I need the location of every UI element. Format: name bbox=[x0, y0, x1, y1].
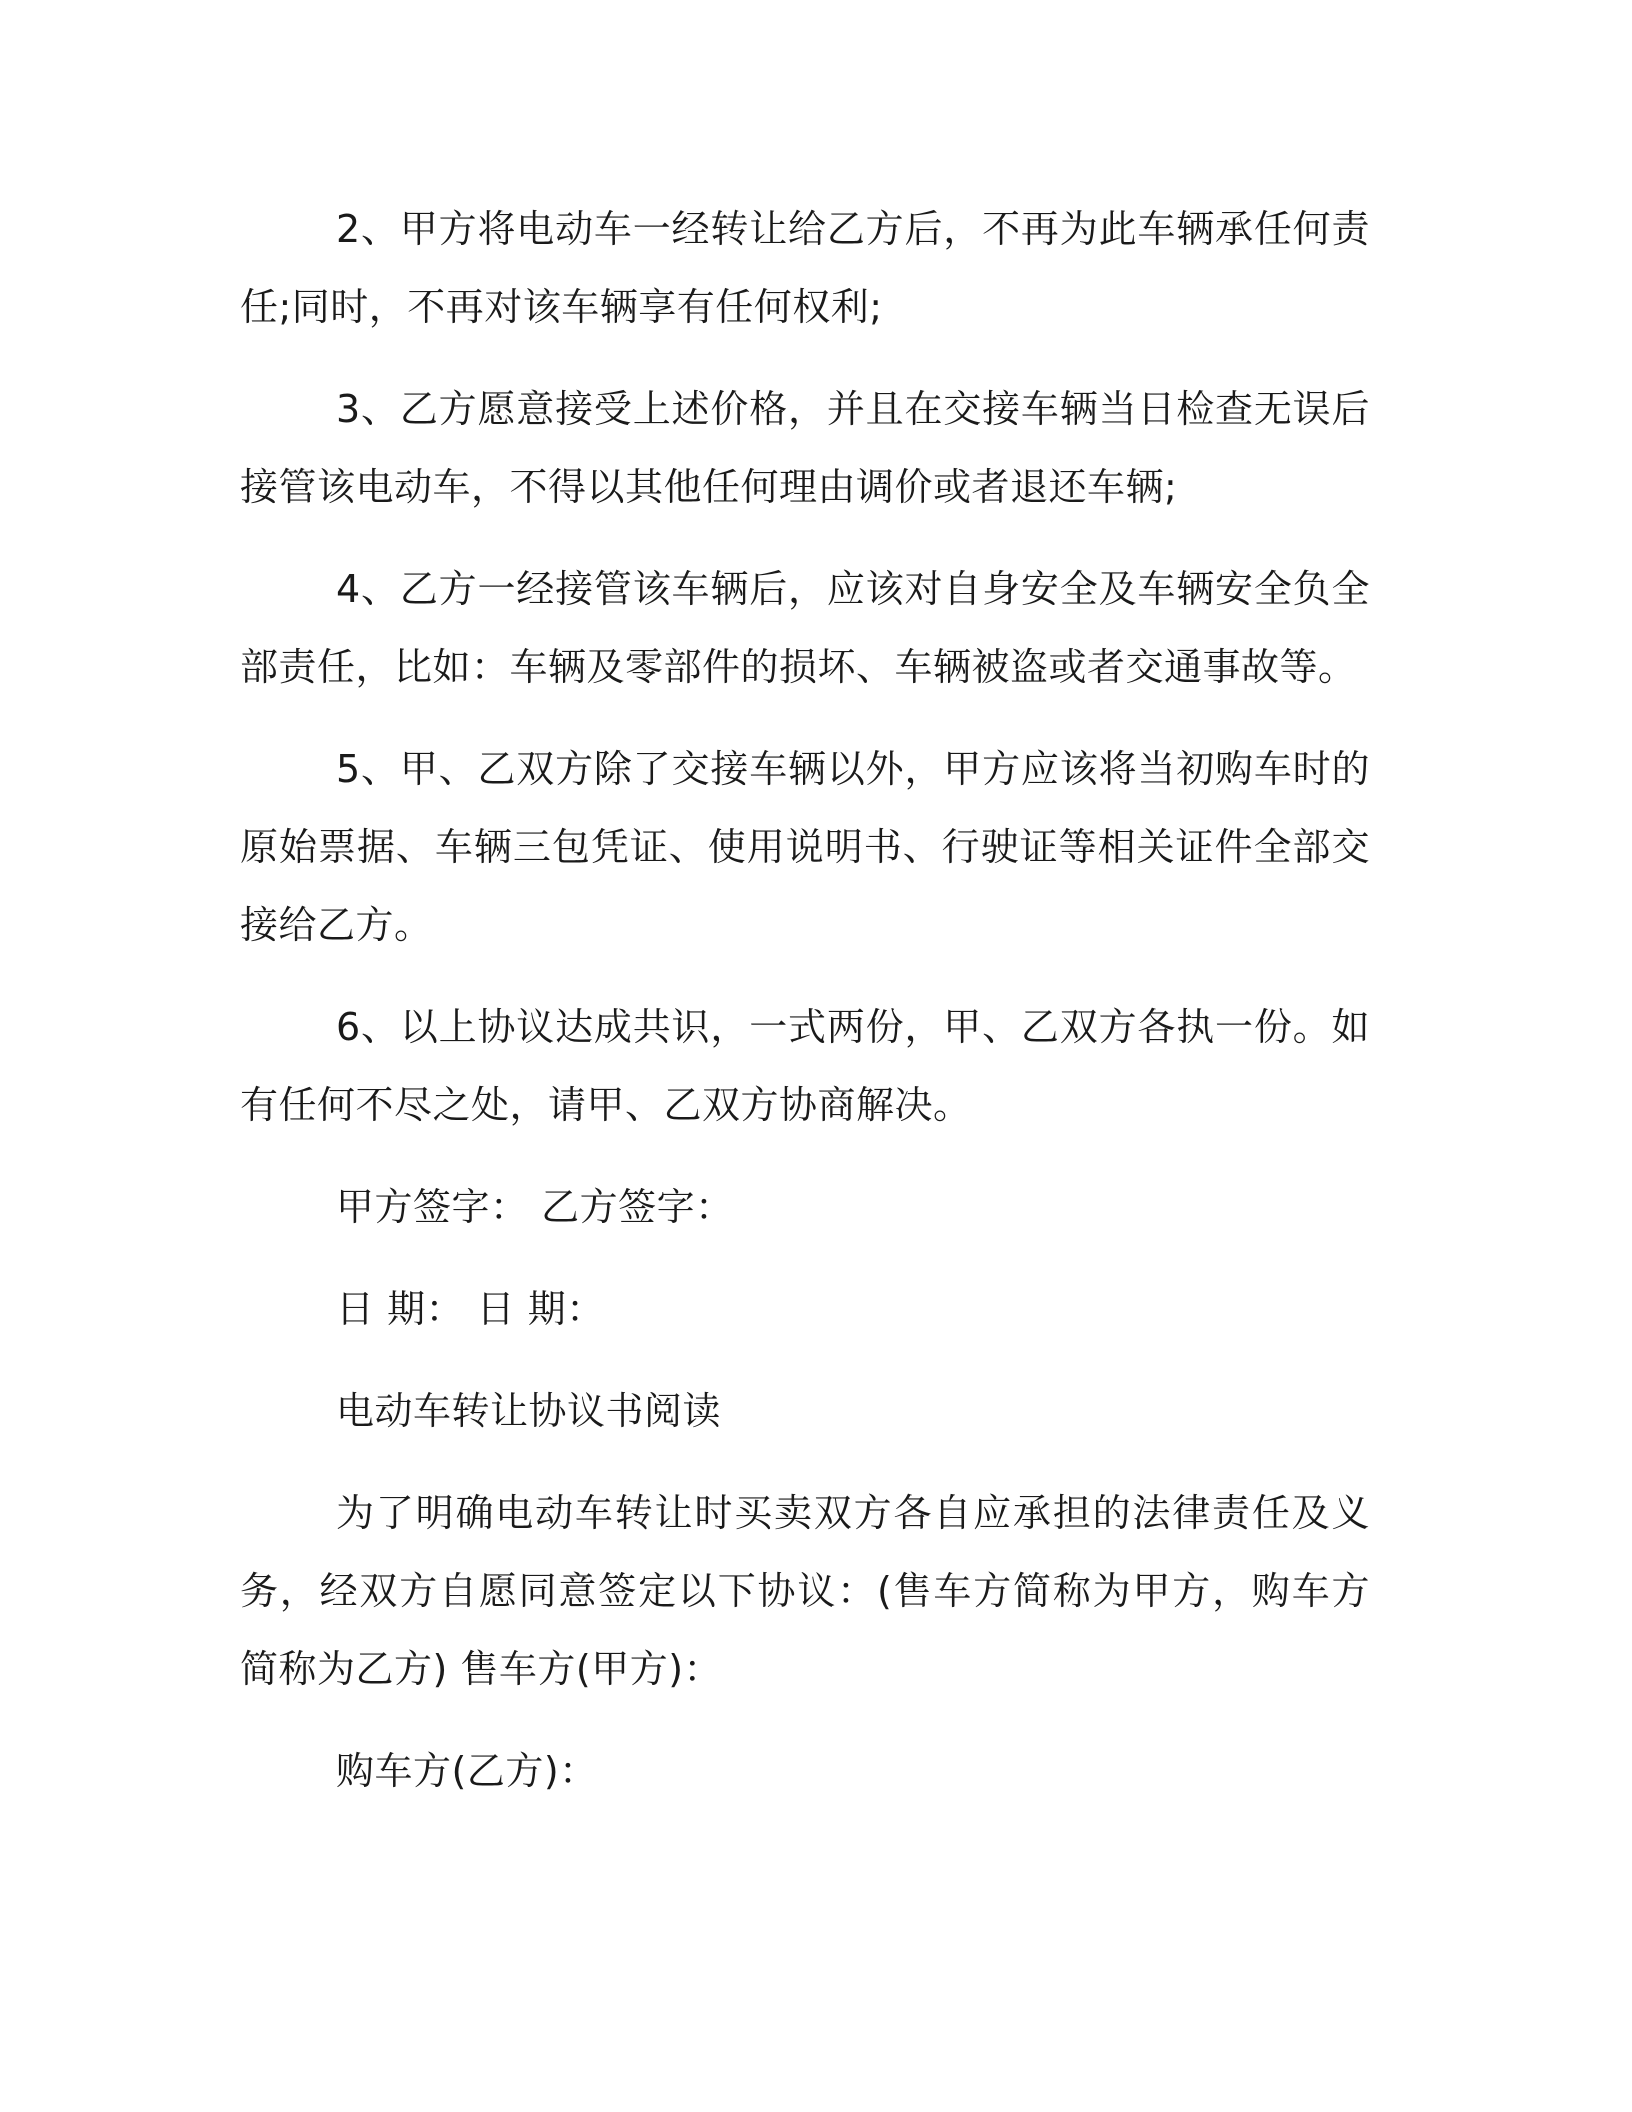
clause-5: 5、甲、乙双方除了交接车辆以外，甲方应该将当初购车时的原始票据、车辆三包凭证、使用说明书、行驶证等相关证件全部交接给乙方。 bbox=[240, 747, 1370, 947]
clause-6: 6、以上协议达成共识，一式两份，甲、乙双方各执一份。如有任何不尽之处，请甲、乙双方协商解决。 bbox=[240, 1005, 1370, 1127]
clause-3: 3、乙方愿意接受上述价格，并且在交接车辆当日检查无误后接管该电动车，不得以其他任何理由调价或者退还车辆; bbox=[240, 387, 1370, 509]
section-title: 电动车转让协议书阅读 bbox=[336, 1389, 722, 1433]
signature-line: 甲方签字： 乙方签字： bbox=[336, 1185, 734, 1229]
clause-4: 4、乙方一经接管该车辆后，应该对自身安全及车辆安全负全部责任，比如：车辆及零部件的损坏、车辆被盗或者交通事故等。 bbox=[240, 567, 1370, 689]
date-line: 日 期： 日 期： bbox=[336, 1287, 605, 1331]
intro-paragraph: 为了明确电动车转让时买卖双方各自应承担的法律责任及义务，经双方自愿同意签定以下协议：(售车方简称为甲方，购车方简称为乙方) 售车方(甲方)： bbox=[240, 1491, 1370, 1691]
buyer-line: 购车方(乙方)： bbox=[336, 1749, 598, 1793]
document-body bbox=[240, 190, 1370, 1834]
clause-2: 2、甲方将电动车一经转让给乙方后，不再为此车辆承任何责任;同时，不再对该车辆享有任何权利; bbox=[240, 207, 1370, 329]
